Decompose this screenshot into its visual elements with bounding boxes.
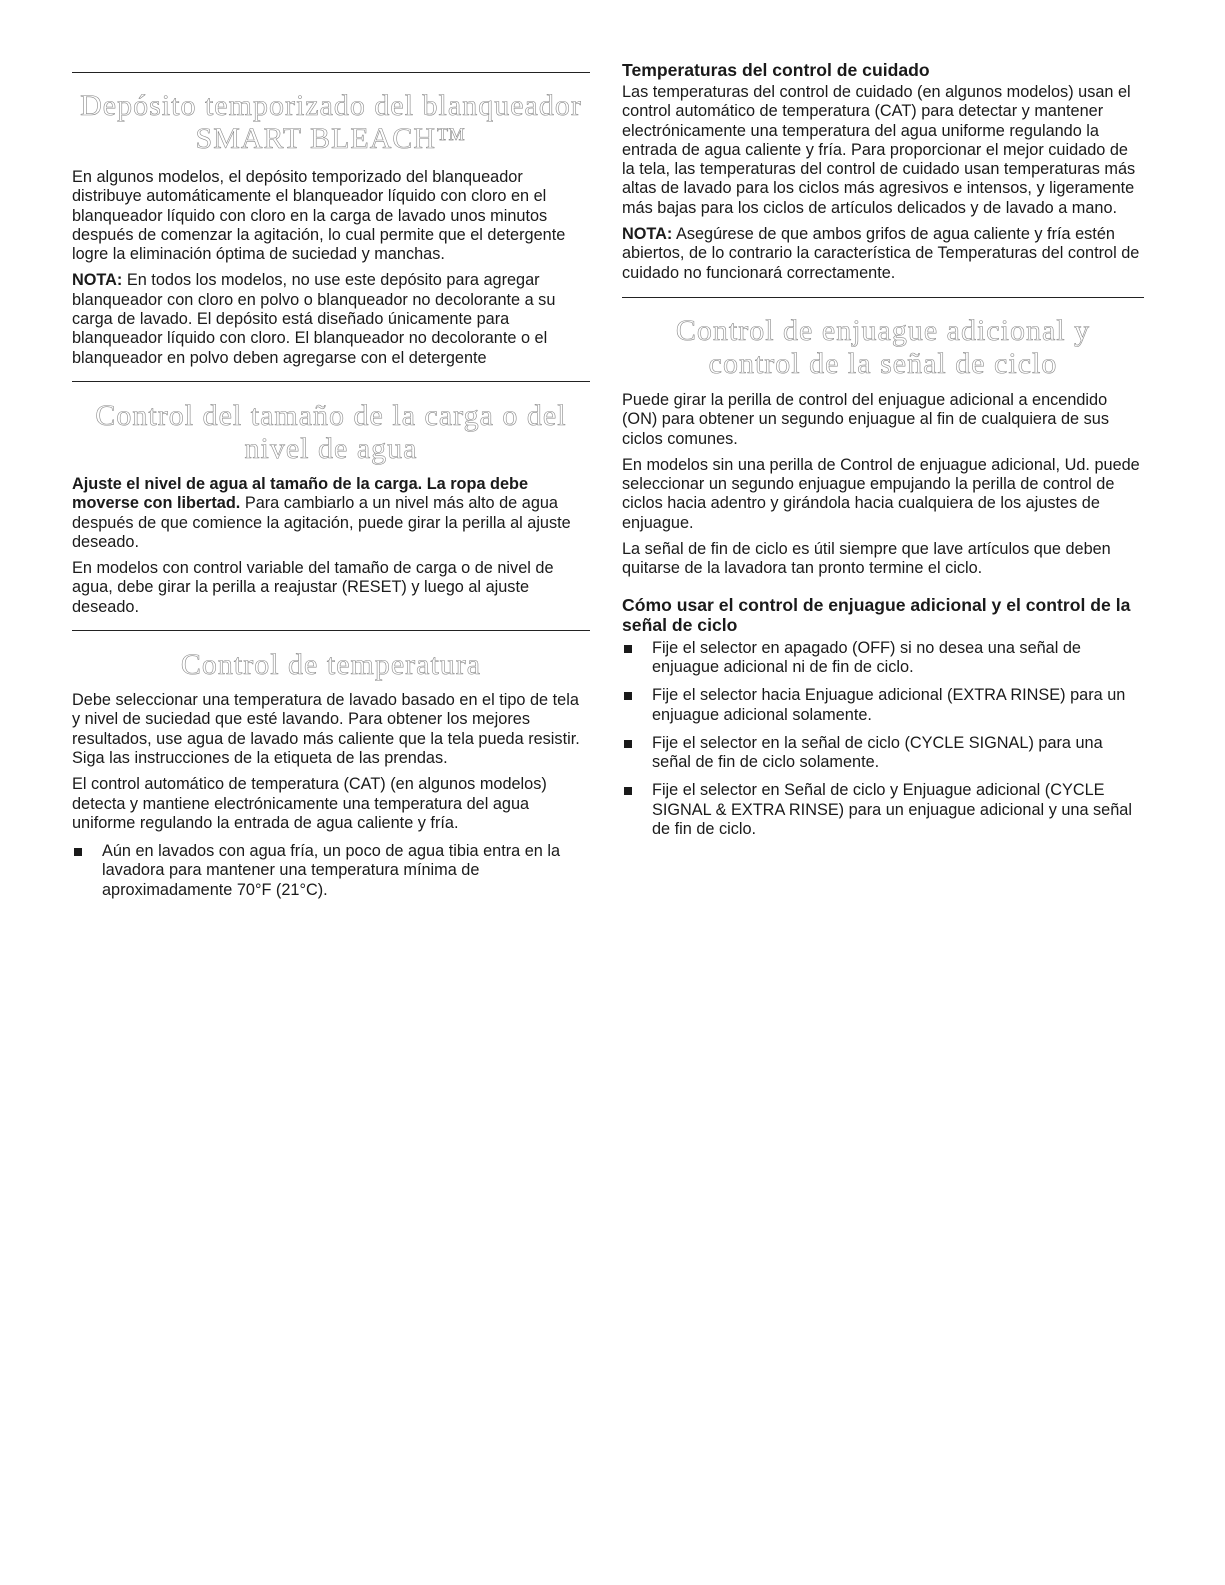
paragraph-text: Para cambiarlo a un nivel más alto de agua después de que comience la agitación, puede girar la perilla al ajuste deseado. (72, 494, 571, 551)
section-divider (622, 297, 1144, 298)
section-divider (72, 381, 590, 382)
square-bullet-icon (624, 740, 632, 748)
square-bullet-icon (624, 645, 632, 653)
bullet-list (72, 842, 590, 900)
square-bullet-icon (624, 692, 632, 700)
left-column (72, 60, 590, 900)
subheading-how-to-use: Cómo usar el control de enjuague adicional y el control de la señal de ciclo (622, 594, 1131, 635)
list-item: Fije el selector en apagado (OFF) si no desea una señal de enjuague adicional ni de fin de ciclo. (622, 639, 1144, 678)
square-bullet-icon (624, 787, 632, 795)
right-column (622, 60, 1144, 839)
list-item: Fije el selector hacia Enjuague adicional (EXTRA RINSE) para un enjuague adicional solamente. (622, 686, 1144, 725)
section-divider (72, 630, 590, 631)
lead-text: Ajuste el nivel de agua al tamaño de la carga. La ropa debe moverse con libertad. (72, 474, 529, 513)
list-item: Fije el selector en Señal de ciclo y Enjuague adicional (CYCLE SIGNAL & EXTRA RINSE) para un enjuague adicional y una señal de fin de ciclo. (622, 781, 1144, 839)
heading-line: Depósito temporizado del blanqueador (80, 89, 582, 122)
list-item: Fije el selector en la señal de ciclo (CYCLE SIGNAL) para una señal de fin de ciclo solamente. (622, 734, 1144, 773)
heading-line: control de la señal de ciclo (708, 346, 1058, 380)
section-heading-load-size: Control del tamaño de la carga o del nivel de agua (95, 398, 567, 465)
note-text: Asegúrese de que ambos grifos de agua caliente y fría estén abiertos, de lo contrario la característica de Temperaturas del control de cuidado no funcionará correctamente. (622, 225, 1140, 282)
section-heading-temperature: Control de temperatura (180, 648, 482, 682)
paragraph: En modelos con control variable del tamaño de carga o de nivel de agua, debe girar la perilla a reajustar (RESET) y luego al ajuste deseado. (72, 559, 554, 616)
list-item: Aún en lavados con agua fría, un poco de agua tibia entra en la lavadora para mantener una temperatura mínima de aproximadamente 70°F (21°C). (72, 842, 590, 900)
note-paragraph (72, 271, 590, 367)
paragraph: Las temperaturas del control de cuidado (en algunos modelos) usan el control automático de temperatura (CAT) para detectar y mantener electrónicamente una temperatura del agua uniforme regulando la entrada de agua caliente y fría. Para proporcionar el mejor cuidado de la tela, las temperaturas del control de cuidado usan temperaturas más altas de lavado para los ciclos más agresivos e intensos, y ligeramente más bajas para los ciclos de artículos delicados y de lavado a mano. (622, 83, 1136, 217)
note-paragraph (622, 225, 1144, 283)
note-label: NOTA: (72, 271, 123, 290)
paragraph: El control automático de temperatura (CAT) (en algunos modelos) detecta y mantiene electrónicamente una temperatura del agua uniforme regulando la entrada de agua caliente y fría. (72, 775, 547, 832)
note-text: En todos los modelos, no use este depósito para agregar blanqueador con cloro en polvo o blanqueador no decolorante a su carga de lavado. El depósito está diseñado únicamente para blanqueador líquido con cloro. El blanqueador no decolorante o el blanqueador en polvo deben agregarse con el detergente (72, 271, 556, 367)
square-bullet-icon (74, 848, 82, 856)
note-label: NOTA: (622, 225, 673, 244)
section-heading-extra-rinse (622, 314, 1144, 380)
bullet-list (622, 639, 1144, 840)
subheading-care-control: Temperaturas del control de cuidado (622, 60, 930, 80)
paragraph (72, 475, 590, 552)
section-divider (72, 72, 590, 73)
heading-line: Control de enjuague adicional y (675, 313, 1091, 347)
heading-line: SMART BLEACH™ (195, 122, 467, 155)
paragraph: Puede girar la perilla de control del enjuague adicional a encendido (ON) para obtener un segundo enjuague al fin de cualquiera de sus ciclos comunes. (622, 390, 1109, 448)
paragraph: En algunos modelos, el depósito temporizado del blanqueador distribuye automáticamente el blanqueador líquido con cloro en el blanqueador líquido con cloro en la carga de lavado unos minutos después de comenzar la agitación, lo cual permite que el detergente logre la eliminación óptima de suciedad y manchas. (72, 168, 566, 264)
paragraph: En modelos sin una perilla de Control de enjuague adicional, Ud. puede seleccionar un segundo enjuague empujando la perilla de control de ciclos hacia adentro y girándola hacia cualquiera de los ajustes de enjuague. (622, 455, 1140, 532)
paragraph: La señal de fin de ciclo es útil siempre que lave artículos que deben quitarse de la lavadora tan pronto termine el ciclo. (622, 540, 1111, 578)
section-heading-smart-bleach (72, 89, 590, 155)
paragraph: Debe seleccionar una temperatura de lavado basado en el tipo de tela y nivel de suciedad que esté lavando. Para obtener los mejores resultados, use agua de lavado más caliente que la tela pueda resistir. Siga las instrucciones de la etiqueta de las prendas. (72, 691, 580, 767)
